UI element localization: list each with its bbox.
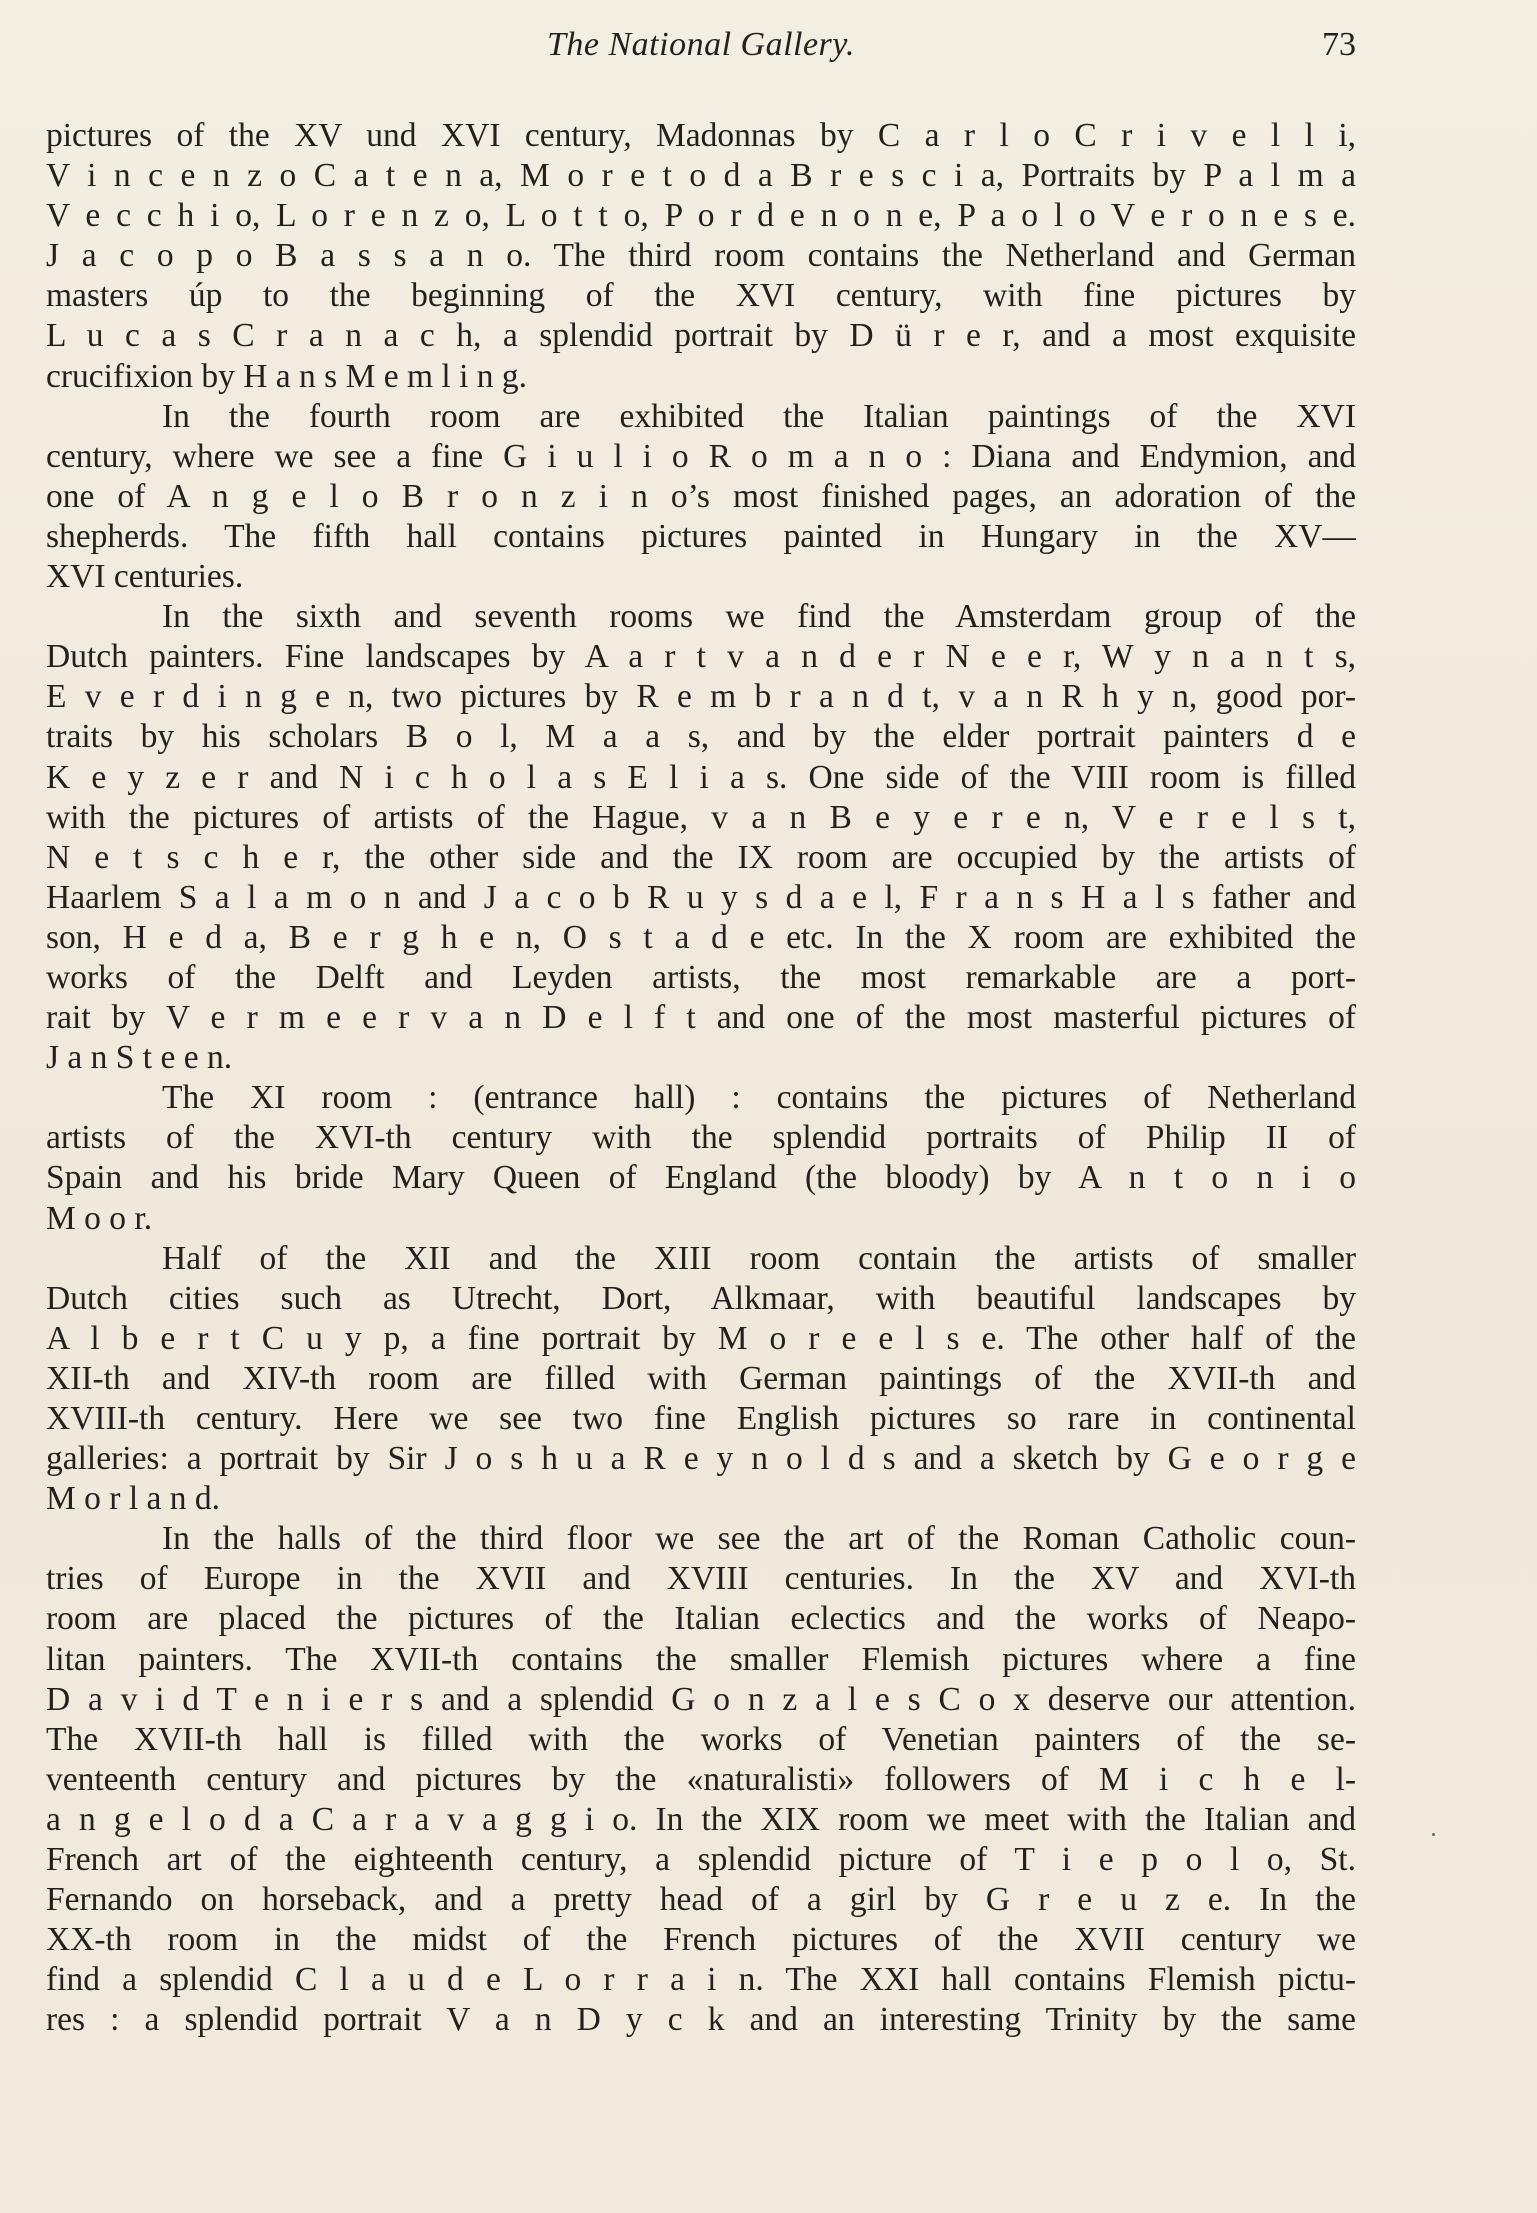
text-line: shepherds. The fifth hall contains pictures painted in Hungary in the XV— bbox=[46, 517, 1356, 555]
text-line: works of the Delft and Leyden artists, the most remarkable are a port- bbox=[46, 958, 1356, 996]
text-line: In the halls of the third floor we see the art of the Roman Catholic coun- bbox=[162, 1520, 1356, 1558]
text-line: M o r l a n d. bbox=[46, 1480, 220, 1518]
text-line: litan painters. The XVII-th contains the smaller Flemish pictures where a fine bbox=[46, 1640, 1356, 1678]
text-line: a n g e l o d a C a r a v a g g i o. In the XIX room we meet with the Italian and bbox=[46, 1800, 1356, 1838]
text-line: A l b e r t C u y p, a fine portrait by M o r e e l s e. The other half of the bbox=[46, 1319, 1356, 1357]
text-line: XVI centuries. bbox=[46, 558, 244, 596]
text-line: pictures of the XV und XVI century, Madonnas by C a r l o C r i v e l l i, bbox=[46, 117, 1356, 154]
text-line: XVIII-th century. Here we see two fine English pictures so rare in continental bbox=[46, 1400, 1356, 1437]
text-line: crucifixion by H a n s M e m l i n g. bbox=[46, 357, 528, 395]
text-line: D a v i d T e n i e r s and a splendid G o n z a l e s C o x deserve our attention. bbox=[46, 1680, 1356, 1718]
text-line: one of A n g e l o B r o n z i n o’s most finished pages, an adoration of the bbox=[46, 477, 1356, 515]
text-line: tries of Europe in the XVII and XVIII centuries. In the XV and XVI-th bbox=[46, 1560, 1356, 1598]
text-line: French art of the eighteenth century, a splendid picture of T i e p o l o, St. bbox=[46, 1841, 1356, 1879]
text-line: M o o r. bbox=[46, 1199, 153, 1237]
text-line: son, H e d a, B e r g h e n, O s t a d e etc. In the X room are exhibited the bbox=[46, 918, 1356, 956]
text-line: Dutch cities such as Utrecht, Dort, Alkmaar, with beautiful landscapes by bbox=[46, 1279, 1356, 1317]
paper-speck bbox=[1432, 1833, 1435, 1836]
text-line: L u c a s C r a n a c h, a splendid portrait by D ü r e r, and a most exquisite bbox=[46, 317, 1356, 355]
text-line: find a splendid C l a u d e L o r r a i n. The XXI hall contains Flemish pictu- bbox=[46, 1961, 1356, 1999]
text-line: artists of the XVI-th century with the splendid portraits of Philip II of bbox=[46, 1119, 1356, 1157]
text-line: room are placed the pictures of the Italian eclectics and the works of Neapo- bbox=[46, 1600, 1356, 1638]
text-line: J a n S t e e n. bbox=[46, 1039, 233, 1077]
text-line: V e c c h i o, L o r e n z o, L o t t o, P o r d e n o n e, P a o l o V e r o n e s e. bbox=[46, 197, 1356, 235]
text-line: Spain and his bride Mary Queen of England (the bloody) by A n t o n i o bbox=[46, 1159, 1356, 1197]
text-line: century, where we see a fine G i u l i o R o m a n o : Diana and Endymion, and bbox=[46, 437, 1356, 475]
text-line: The XVII-th hall is filled with the works of Venetian painters of the se- bbox=[46, 1720, 1356, 1758]
text-line: masters úp to the beginning of the XVI century, with fine pictures by bbox=[46, 277, 1356, 315]
text-line: rait by V e r m e e r v a n D e l f t and one of the most masterful pictures of bbox=[46, 999, 1356, 1037]
text-line: K e y z e r and N i c h o l a s E l i a s. One side of the VIII room is filled bbox=[46, 758, 1356, 796]
text-line: res : a splendid portrait V a n D y c k and an interesting Trinity by the same bbox=[46, 2001, 1356, 2039]
text-line: traits by his scholars B o l, M a a s, and by the elder portrait painters d e bbox=[46, 718, 1356, 756]
text-line: In the sixth and seventh rooms we find the Amsterdam group of the bbox=[162, 598, 1356, 636]
text-line: Fernando on horseback, and a pretty head of a girl by G r e u z e. In the bbox=[46, 1881, 1356, 1919]
text-line: Dutch painters. Fine landscapes by A a r t v a n d e r N e e r, W y n a n t s, bbox=[46, 638, 1356, 676]
text-line: The XI room : (entrance hall) : contains the pictures of Netherland bbox=[162, 1079, 1356, 1117]
text-line: J a c o p o B a s s a n o. The third room contains the Netherland and German bbox=[46, 237, 1356, 275]
text-line: with the pictures of artists of the Hague, v a n B e y e r e n, V e r e l s t, bbox=[46, 798, 1356, 836]
text-line: Haarlem S a l a m o n and J a c o b R u y s d a e l, F r a n s H a l s father and bbox=[46, 878, 1356, 916]
text-line: venteenth century and pictures by the «naturalisti» followers of M i c h e l- bbox=[46, 1760, 1356, 1798]
text-line: V i n c e n z o C a t e n a, M o r e t o d a B r e s c i a, Portraits by P a l m a bbox=[46, 157, 1356, 195]
text-line: galleries: a portrait by Sir J o s h u a R e y n o l d s and a sketch by G e o r g e bbox=[46, 1440, 1356, 1478]
text-line: E v e r d i n g e n, two pictures by R e m b r a n d t, v a n R h y n, good por- bbox=[46, 678, 1356, 716]
body-text bbox=[46, 116, 1356, 2041]
running-title: The National Gallery. bbox=[547, 26, 855, 63]
text-line: XX-th room in the midst of the French pictures of the XVII century we bbox=[46, 1921, 1356, 1959]
text-line: In the fourth room are exhibited the Italian paintings of the XVI bbox=[162, 397, 1356, 435]
page-number: 73 bbox=[1322, 26, 1356, 63]
text-line: XII-th and XIV-th room are filled with German paintings of the XVII-th and bbox=[46, 1359, 1356, 1397]
text-line: Half of the XII and the XIII room contain the artists of smaller bbox=[162, 1239, 1356, 1277]
text-line: N e t s c h e r, the other side and the IX room are occupied by the artists of bbox=[46, 838, 1356, 876]
running-head bbox=[46, 26, 1356, 76]
